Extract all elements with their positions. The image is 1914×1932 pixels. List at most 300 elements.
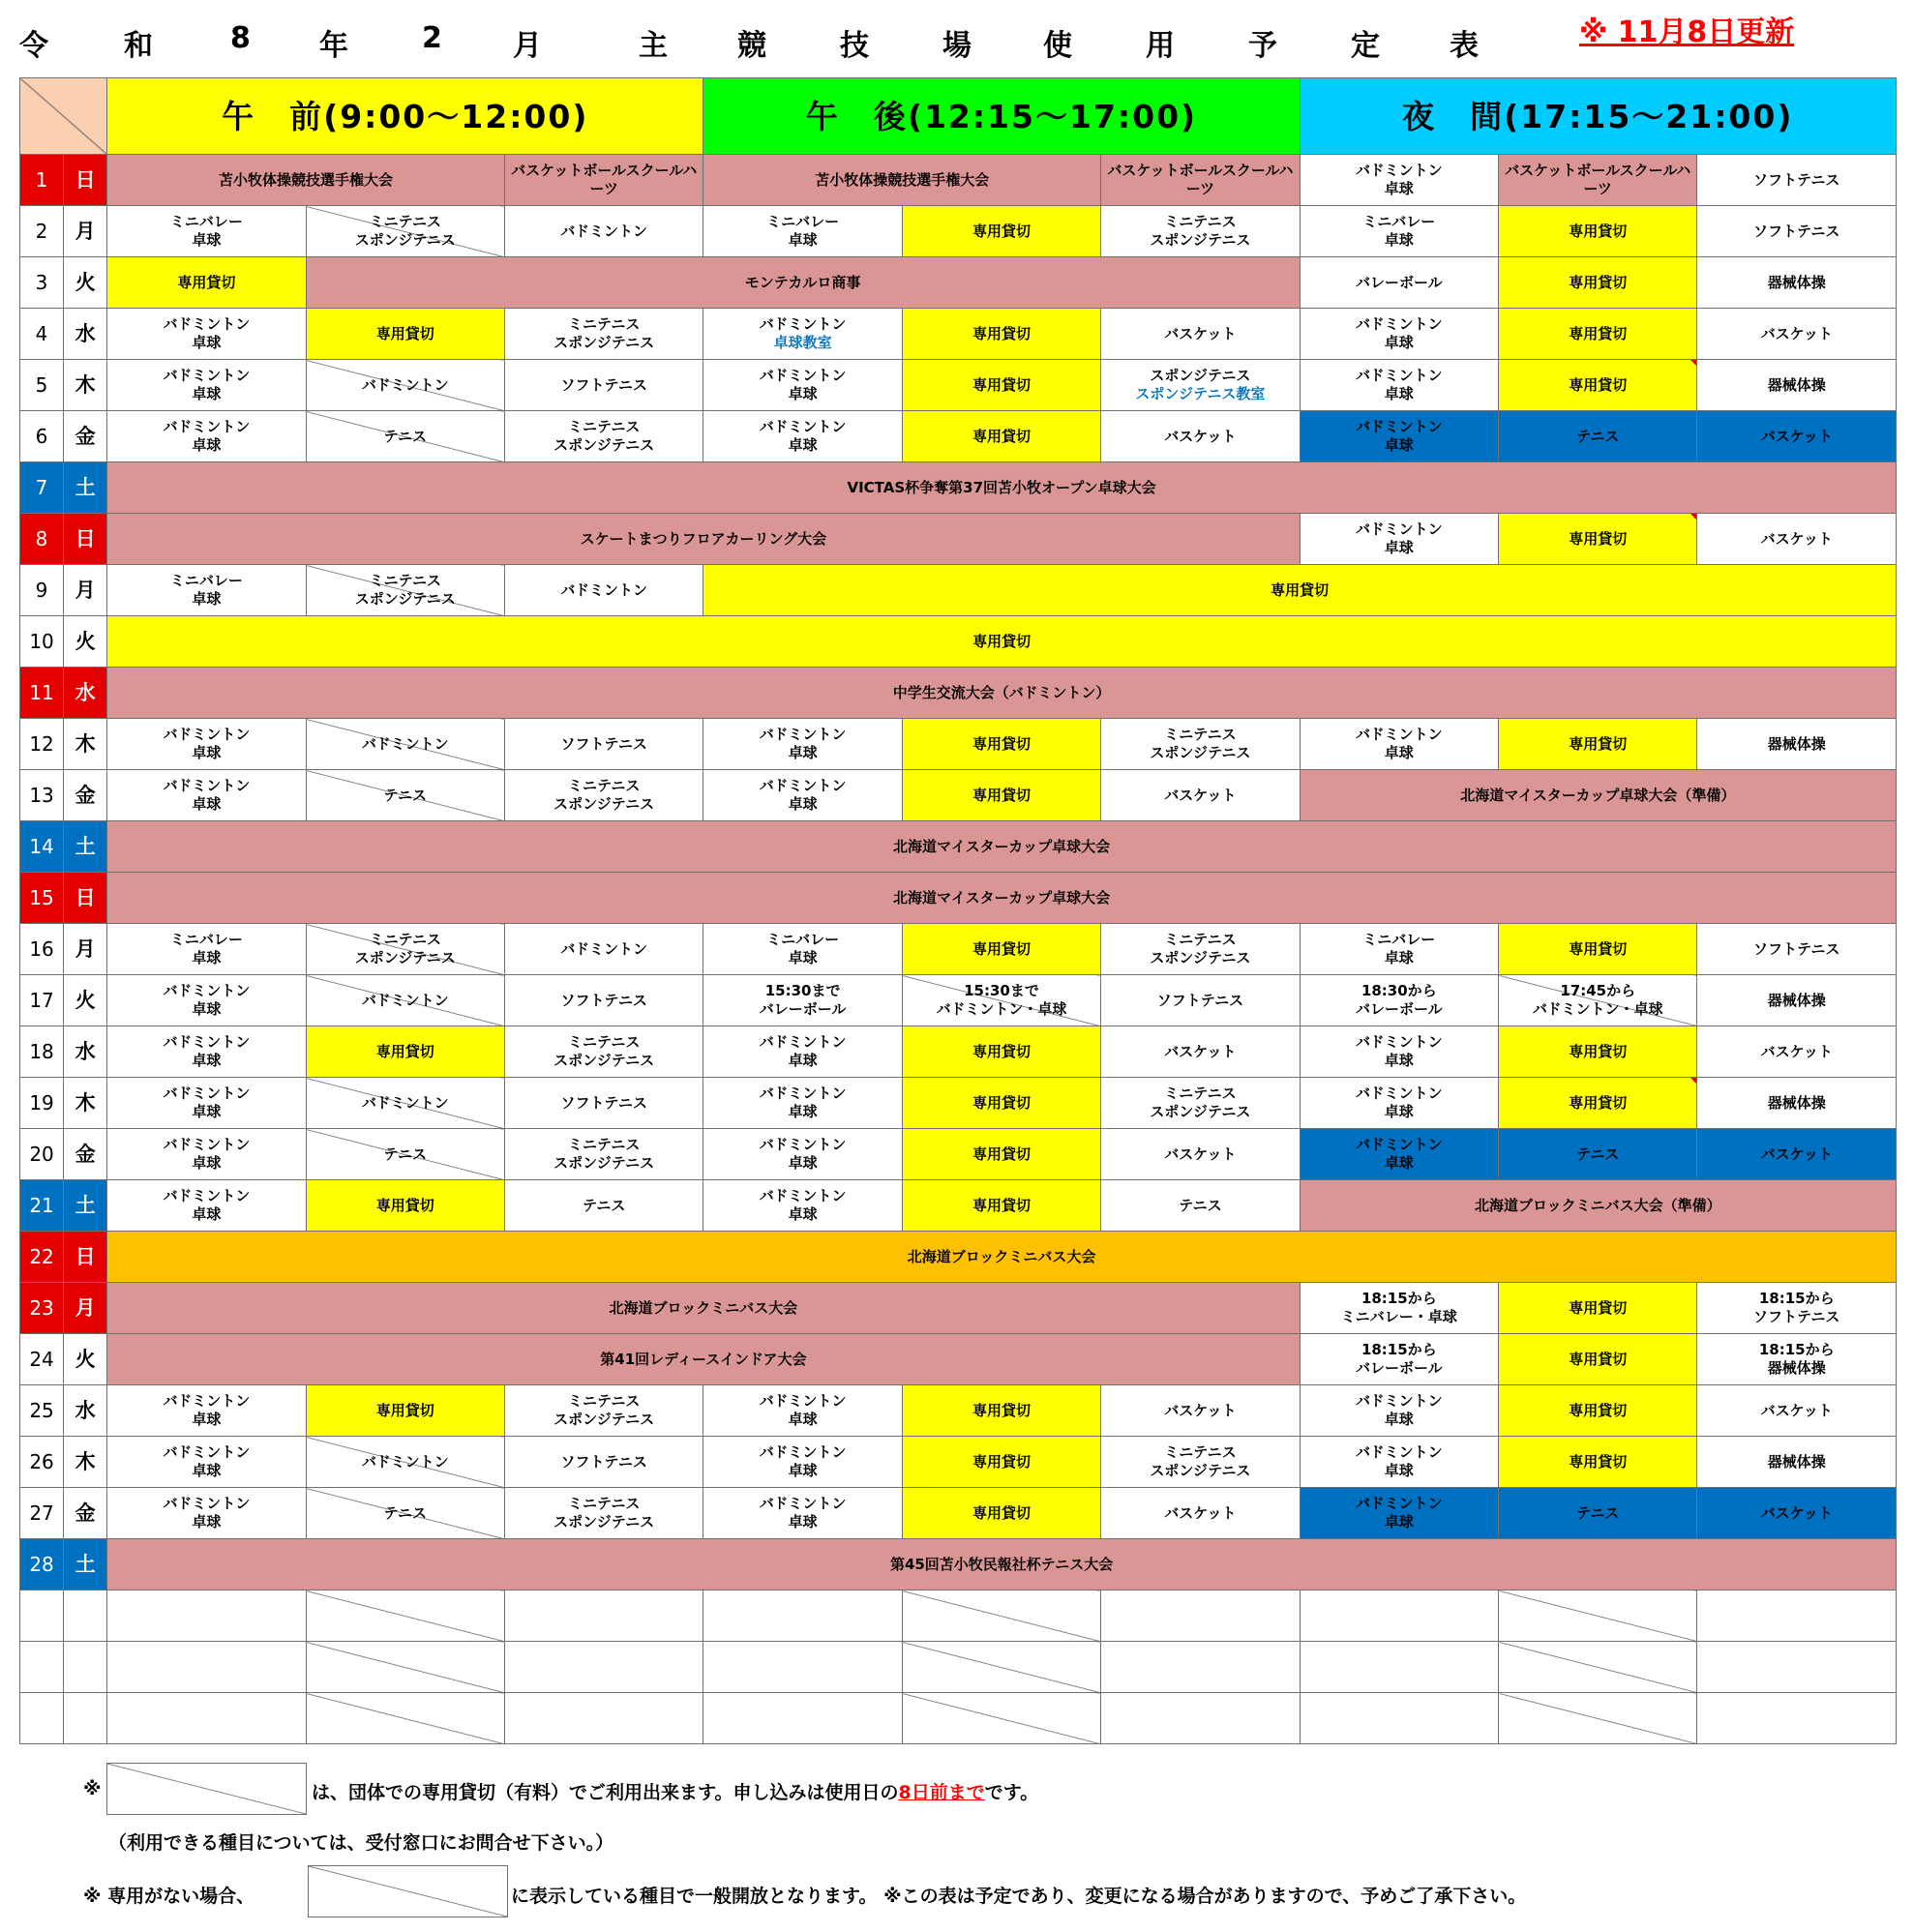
cell-line: バドミントン (361, 734, 449, 753)
cell-line: バドミントン (163, 982, 251, 999)
cell-line: バスケットボールスクールハーツ (1505, 162, 1691, 197)
schedule-cell (1101, 360, 1300, 411)
schedule-cell (902, 975, 1100, 1026)
cell-line: バドミントン (1355, 1443, 1443, 1461)
cell-line: 15:30まで (764, 982, 841, 999)
schedule-cell (1300, 1385, 1498, 1437)
day-row (20, 924, 1897, 975)
title-char: 2 (422, 21, 442, 55)
cell-line: テニス (383, 427, 427, 445)
schedule-cell (107, 1693, 306, 1744)
day-of-week: 月 (64, 565, 107, 616)
day-row (20, 1437, 1897, 1488)
note-line-1: は、団体での専用貸切（有料）でご利用出来ます。申し込みは使用日の8日前までです。 (312, 1782, 1039, 1803)
schedule-cell (1300, 1590, 1498, 1642)
schedule-cell (504, 309, 703, 360)
schedule-cell (107, 565, 306, 616)
cell-line: 卓球 (1384, 334, 1414, 351)
schedule-cell (107, 770, 306, 821)
cell-line: スポンジテニス (1150, 1103, 1251, 1120)
cell-line: ソフトテニス (1156, 991, 1244, 1009)
schedule-cell (306, 770, 504, 821)
cell-line: ミニバレー・卓球 (1340, 1308, 1457, 1325)
cell-line: バドミントン (759, 1392, 847, 1410)
reserved-cell (902, 1129, 1100, 1180)
update-note: ※ 11月8日更新 (1579, 15, 1795, 49)
cell-line: 卓球 (1384, 231, 1414, 249)
event-cell (107, 616, 1897, 668)
cell-line: バスケットボールスクールハーツ (511, 162, 698, 197)
cell-line: バスケット (1760, 529, 1833, 548)
cell-line: バドミントン (1355, 726, 1443, 743)
cell-line: 専用貸切 (1569, 222, 1628, 240)
cell-line: スケートまつりフロアカーリング大会 (580, 529, 827, 548)
cell-line: 専用貸切 (1569, 375, 1628, 394)
day-of-week: 火 (64, 975, 107, 1026)
schedule-cell (306, 1590, 504, 1642)
cell-line: 中学生交流大会（バドミントン） (892, 683, 1111, 701)
schedule-cell (1697, 257, 1897, 309)
cell-line: 専用貸切 (1569, 529, 1628, 548)
schedule-cell (1300, 1026, 1498, 1078)
schedule-cell (1697, 1129, 1897, 1180)
cell-line: テニス (1576, 1503, 1620, 1522)
day-row (20, 1283, 1897, 1334)
cell-line: モンテカルロ商事 (744, 273, 861, 291)
cell-line: ミニテニス (567, 1495, 641, 1512)
cell-line: バスケット (1760, 324, 1833, 342)
schedule-cell (1300, 975, 1498, 1026)
cell-line: 専用貸切 (1569, 1093, 1628, 1112)
cell-line: スポンジテニス (553, 795, 655, 813)
schedule-cell (306, 360, 504, 411)
schedule-cell (1300, 1488, 1498, 1539)
cell-line: 専用貸切 (1569, 1452, 1628, 1471)
cell-line: 北海道マイスターカップ卓球大会（準備） (1460, 786, 1736, 804)
schedule-cell (504, 719, 703, 770)
cell-line: 卓球 (192, 1205, 222, 1223)
day-number (20, 1693, 64, 1744)
cell-line: スポンジテニス (553, 1052, 655, 1069)
cell-line: 専用貸切 (972, 1144, 1031, 1163)
schedule-cell (1101, 309, 1300, 360)
cell-line: バドミントン (1355, 1495, 1443, 1512)
cell-line: 18:15から (1758, 1341, 1835, 1358)
cell-line: バドミントン (361, 1093, 449, 1112)
event-cell (107, 821, 1897, 873)
cell-line: 卓球 (192, 1000, 222, 1018)
cell-line: 専用貸切 (375, 1196, 434, 1214)
day-of-week (64, 1693, 107, 1744)
reserved-cell (1499, 257, 1697, 309)
schedule-cell (1499, 411, 1697, 462)
schedule-cell (107, 1488, 306, 1539)
cell-line: ミニテニス (567, 1136, 641, 1153)
day-row (20, 155, 1897, 206)
cell-line: バドミントン (163, 1392, 251, 1410)
day-of-week: 土 (64, 462, 107, 514)
day-row (20, 1129, 1897, 1180)
cell-line: バドミントン (1355, 520, 1443, 538)
schedule-cell (306, 719, 504, 770)
title-char: 予 (1248, 29, 1277, 63)
cell-line: 卓球 (788, 1103, 818, 1120)
schedule-cell (107, 309, 306, 360)
day-number: 14 (20, 821, 64, 873)
cell-line: バドミントン (1355, 315, 1443, 333)
day-number: 7 (20, 462, 64, 514)
cell-line: 卓球 (788, 1205, 818, 1223)
cell-line: 専用貸切 (972, 375, 1031, 394)
day-of-week: 火 (64, 257, 107, 309)
day-number: 23 (20, 1283, 64, 1334)
day-number (20, 1590, 64, 1642)
cell-line: ソフトテニス (560, 1452, 647, 1471)
class-label: 卓球教室 (773, 334, 832, 351)
day-number: 25 (20, 1385, 64, 1437)
cell-line: 卓球 (1384, 1154, 1414, 1172)
cell-line: 専用貸切 (177, 273, 236, 291)
reserved-cell (902, 1026, 1100, 1078)
cell-line: 卓球 (1384, 949, 1414, 966)
reserved-cell (902, 1078, 1100, 1129)
cell-line: 専用貸切 (375, 1401, 434, 1419)
event-cell (107, 1283, 1300, 1334)
schedule-cell (703, 975, 902, 1026)
schedule-cell (107, 975, 306, 1026)
day-row (20, 1232, 1897, 1283)
header-morning: 午 前(9:00～12:00) (107, 78, 703, 155)
schedule-cell (1101, 1590, 1300, 1642)
schedule-cell (504, 924, 703, 975)
cell-line: バレーボール (1355, 1000, 1443, 1018)
cell-line: 卓球 (192, 949, 222, 966)
schedule-cell (306, 206, 504, 257)
cell-line: テニス (383, 1144, 427, 1163)
cell-line: バドミントン (759, 777, 847, 794)
schedule-cell (703, 1026, 902, 1078)
title-char: 和 (124, 29, 153, 63)
schedule-cell (306, 1642, 504, 1693)
day-row (20, 770, 1897, 821)
cell-line: バドミントン (361, 375, 449, 394)
schedule-cell (504, 360, 703, 411)
reserved-cell (1499, 1334, 1697, 1385)
schedule-cell (1499, 1590, 1697, 1642)
reserved-cell (306, 1180, 504, 1232)
cell-line: 専用貸切 (972, 222, 1031, 240)
title-char: 8 (230, 21, 251, 55)
cell-line: 器械体操 (1767, 734, 1826, 753)
legend-diagonal-box (106, 1763, 307, 1815)
cell-line: 18:15から (1361, 1341, 1437, 1358)
schedule-cell (1300, 719, 1498, 770)
reserved-cell (902, 770, 1100, 821)
cell-line: 専用貸切 (375, 1042, 434, 1060)
cell-line: バドミントン (759, 367, 847, 384)
cell-line: 卓球 (788, 1462, 818, 1479)
cell-line: バレーボール (1355, 273, 1443, 291)
cell-line: ソフトテニス (560, 991, 647, 1009)
schedule-cell (504, 1642, 703, 1693)
reserved-cell (1499, 924, 1697, 975)
cell-line: バスケット (1164, 427, 1237, 445)
cell-line: 専用貸切 (1569, 1298, 1628, 1317)
day-of-week: 火 (64, 616, 107, 668)
cell-line: バドミントン (163, 367, 251, 384)
day-number: 13 (20, 770, 64, 821)
note-line-2: （利用できる種目については、受付窓口にお問合せ下さい。） (108, 1832, 614, 1854)
schedule-table (19, 77, 1897, 1744)
cell-line: バスケット (1760, 1144, 1833, 1163)
day-of-week: 金 (64, 1129, 107, 1180)
schedule-cell (1101, 924, 1300, 975)
cell-line: 専用貸切 (375, 324, 434, 342)
cell-line: 卓球 (192, 385, 222, 402)
cell-line: バスケット (1760, 427, 1833, 445)
day-of-week: 木 (64, 719, 107, 770)
day-of-week: 土 (64, 1539, 107, 1590)
schedule-cell (1697, 1590, 1897, 1642)
schedule-cell (107, 1026, 306, 1078)
cell-line: バレーボール (1355, 1359, 1443, 1377)
cell-line: 器械体操 (1767, 1452, 1826, 1471)
cell-line: 卓球 (1384, 1103, 1414, 1120)
reserved-cell (306, 1026, 504, 1078)
cell-line: バドミントン (759, 315, 847, 333)
schedule-cell (107, 1642, 306, 1693)
schedule-cell (306, 975, 504, 1026)
cell-line: 器械体操 (1767, 1093, 1826, 1112)
reserved-cell (902, 360, 1100, 411)
schedule-cell (1697, 975, 1897, 1026)
day-row (20, 1026, 1897, 1078)
schedule-cell (1101, 1642, 1300, 1693)
cell-line: 北海道マイスターカップ卓球大会 (893, 837, 1111, 855)
cell-line: 17:45から (1560, 982, 1636, 999)
legend-diagonal-box-2 (308, 1865, 508, 1917)
schedule-cell (703, 1078, 902, 1129)
reserved-cell (902, 411, 1100, 462)
cell-line: バスケット (1164, 786, 1237, 804)
cell-line: バスケット (1164, 1144, 1237, 1163)
day-of-week: 月 (64, 206, 107, 257)
cell-line: バドミントン (163, 1443, 251, 1461)
cell-line: ソフトテニス (1753, 222, 1840, 240)
cell-line: バドミントン (361, 1452, 449, 1471)
cell-line: 卓球 (192, 795, 222, 813)
schedule-cell (1697, 924, 1897, 975)
cell-line: バドミントン (163, 1033, 251, 1051)
title-char: 令 (19, 29, 48, 63)
day-number: 19 (20, 1078, 64, 1129)
schedule-cell (504, 975, 703, 1026)
cell-line: 北海道マイスターカップ卓球大会 (893, 888, 1111, 907)
cell-line: テニス (582, 1196, 626, 1214)
day-number: 21 (20, 1180, 64, 1232)
cell-line: バドミントン (1355, 1033, 1443, 1051)
cell-line: スポンジテニス (553, 1411, 655, 1428)
day-number: 6 (20, 411, 64, 462)
cell-line: スポンジテニス (1150, 367, 1251, 384)
cell-line: バドミントン (163, 418, 251, 435)
cell-line: バドミントン (163, 777, 251, 794)
schedule-cell (107, 1078, 306, 1129)
cell-line: 専用貸切 (1569, 1401, 1628, 1419)
day-of-week: 水 (64, 309, 107, 360)
day-row (20, 1693, 1897, 1744)
cell-line: バドミントン (759, 1136, 847, 1153)
day-row (20, 1180, 1897, 1232)
event-cell (703, 155, 1101, 206)
schedule-cell (902, 1693, 1100, 1744)
cell-line: バドミントン (1355, 1392, 1443, 1410)
title-char: 使 (1043, 29, 1072, 63)
cell-line: ミニテニス (567, 315, 641, 333)
day-row (20, 1642, 1897, 1693)
schedule-cell (1101, 1078, 1300, 1129)
schedule-cell (1697, 155, 1897, 206)
cell-line: 卓球 (1384, 539, 1414, 556)
reserved-cell (1499, 514, 1697, 565)
schedule-cell (1300, 1283, 1498, 1334)
cell-line: バドミントン (759, 1187, 847, 1204)
day-of-week: 水 (64, 1026, 107, 1078)
day-of-week: 水 (64, 668, 107, 719)
cell-line: 18:15から (1361, 1290, 1437, 1307)
cell-line: バドミントン (361, 991, 449, 1009)
schedule-cell (306, 565, 504, 616)
schedule-cell (1101, 206, 1300, 257)
cell-line: 卓球 (192, 1154, 222, 1172)
cell-line: テニス (1576, 1144, 1620, 1163)
schedule-cell (1697, 719, 1897, 770)
reserved-cell (1499, 1437, 1697, 1488)
reserved-cell (1499, 719, 1697, 770)
corner-cell (20, 78, 107, 155)
schedule-cell (703, 360, 902, 411)
day-of-week: 日 (64, 1232, 107, 1283)
cell-line: バスケット (1164, 1503, 1237, 1522)
cell-line: バレーボール (759, 1000, 847, 1018)
cell-line: 卓球 (1384, 744, 1414, 761)
cell-line: バドミントン (759, 418, 847, 435)
day-number: 18 (20, 1026, 64, 1078)
cell-line: ミニテニス (369, 931, 441, 948)
event-cell (107, 668, 1897, 719)
cell-line: バドミントン (163, 1085, 251, 1102)
cell-line: ミニバレー (766, 931, 840, 948)
cell-line: 器械体操 (1767, 273, 1826, 291)
day-row (20, 873, 1897, 924)
schedule-cell (504, 1129, 703, 1180)
day-row (20, 360, 1897, 411)
cell-line: スポンジテニス (1150, 231, 1251, 249)
cell-line: 卓球 (192, 590, 222, 608)
cell-line: バドミントン (163, 1187, 251, 1204)
schedule-cell (504, 206, 703, 257)
title-char: 定 (1351, 29, 1380, 63)
schedule-cell (1300, 1129, 1498, 1180)
schedule-cell (1499, 155, 1697, 206)
day-row (20, 975, 1897, 1026)
schedule-cell (1101, 1385, 1300, 1437)
cell-line: バスケット (1760, 1401, 1833, 1419)
title-char: 技 (840, 29, 869, 63)
event-cell (1300, 770, 1896, 821)
event-cell (107, 155, 505, 206)
cell-line: 専用貸切 (972, 427, 1031, 445)
cell-line: バドミントン (163, 315, 251, 333)
schedule-cell (1697, 1437, 1897, 1488)
day-row (20, 616, 1897, 668)
day-row (20, 821, 1897, 873)
day-number: 26 (20, 1437, 64, 1488)
cell-line: 専用貸切 (1569, 324, 1628, 342)
day-of-week: 日 (64, 873, 107, 924)
schedule-cell (703, 309, 902, 360)
schedule-cell (703, 1180, 902, 1232)
cell-line: スポンジテニス (553, 1513, 655, 1531)
schedule-cell (703, 1488, 902, 1539)
cell-line: ミニテニス (1164, 931, 1237, 948)
cell-line: 卓球 (788, 385, 818, 402)
cell-line: 器械体操 (1767, 991, 1826, 1009)
cell-line: バドミントン・卓球 (936, 1000, 1067, 1018)
cell-line: バドミントン (1355, 162, 1443, 179)
cell-line: 15:30まで (964, 982, 1039, 999)
cell-line: スポンジテニス (1150, 744, 1251, 761)
cell-line: 卓球 (788, 1154, 818, 1172)
day-row (20, 206, 1897, 257)
cell-line: ソフトテニス (560, 1093, 647, 1112)
note-line-3b: に表示している種目で一般開放となります。 ※この表は予定であり、変更になる場合がありますので、予めご了承下さい。 (511, 1886, 1527, 1907)
schedule-cell (1697, 1488, 1897, 1539)
schedule-cell (306, 1078, 504, 1129)
schedule-cell (902, 1642, 1100, 1693)
schedule-cell (1300, 309, 1498, 360)
schedule-cell (1101, 1693, 1300, 1744)
schedule-cell (107, 360, 306, 411)
schedule-cell (1697, 309, 1897, 360)
cell-line: バスケット (1760, 1042, 1833, 1060)
schedule-cell (1697, 1334, 1897, 1385)
day-row (20, 719, 1897, 770)
schedule-cell (1101, 1488, 1300, 1539)
day-number: 5 (20, 360, 64, 411)
schedule-cell (1101, 1026, 1300, 1078)
schedule-cell (1300, 1078, 1498, 1129)
schedule-cell (1697, 411, 1897, 462)
schedule-cell (504, 1078, 703, 1129)
schedule-cell (1300, 924, 1498, 975)
cell-line: ミニバレー (1362, 931, 1436, 948)
reserved-cell (902, 1437, 1100, 1488)
schedule-cell (306, 411, 504, 462)
cell-line: 卓球 (1384, 1052, 1414, 1069)
reserved-cell (1499, 1385, 1697, 1437)
schedule-cell (1499, 975, 1697, 1026)
cell-line: 卓球 (192, 1411, 222, 1428)
cell-line: バドミントン (759, 1033, 847, 1051)
cell-line: バドミントン (1355, 367, 1443, 384)
day-row (20, 514, 1897, 565)
day-number: 4 (20, 309, 64, 360)
cell-line: 専用貸切 (972, 1196, 1031, 1214)
cell-line: 北海道ブロックミニバス大会 (907, 1247, 1096, 1265)
title-char: 表 (1450, 29, 1479, 63)
title-char: 年 (319, 29, 348, 63)
